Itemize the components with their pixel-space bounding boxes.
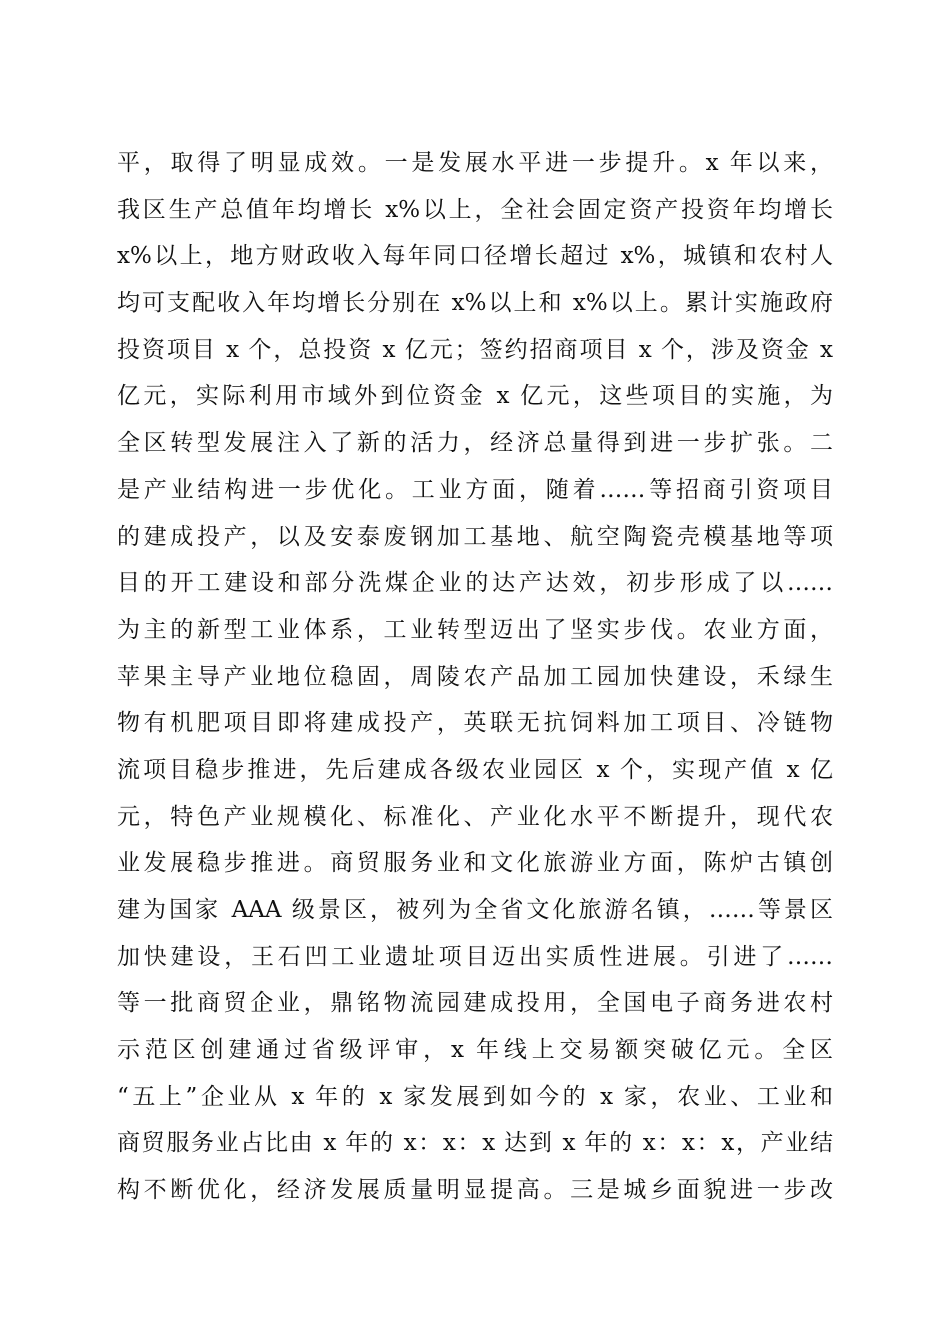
- text-line: 投资项目 x 个，总投资 x 亿元；签约招商项目 x 个，涉及资金 x: [117, 336, 833, 363]
- text-line: 加快建设，王石凹工业遗址项目迈出实质性进展。引进了……: [117, 943, 833, 970]
- body-paragraph: [117, 140, 833, 1214]
- text-line: 建为国家 AAA 级景区，被列为全省文化旅游名镇，……等景区: [117, 897, 833, 923]
- text-line: 元，特色产业规模化、标准化、产业化水平不断提升，现代农: [117, 803, 833, 830]
- text-line: 目的开工建设和部分洗煤企业的达产达效，初步形成了以……: [117, 570, 833, 597]
- text-line: 为主的新型工业体系，工业转型迈出了坚实步伐。农业方面，: [117, 616, 833, 643]
- text-line: 的建成投产，以及安泰废钢加工基地、航空陶瓷壳模基地等项: [117, 523, 833, 550]
- text-line: 均可支配收入年均增长分别在 x%以上和 x%以上。累计实施政府: [117, 290, 833, 317]
- text-line: 我区生产总值年均增长 x%以上，全社会固定资产投资年均增长: [117, 196, 833, 223]
- text-line: “五上”企业从 x 年的 x 家发展到如今的 x 家，农业、工业和: [117, 1083, 833, 1110]
- text-line: 流项目稳步推进，先后建成各级农业园区 x 个，实现产值 x 亿: [117, 756, 833, 783]
- text-line: 平，取得了明显成效。一是发展水平进一步提升。x 年以来，: [117, 150, 833, 176]
- text-line: 苹果主导产业地位稳固，周陵农产品加工园加快建设，禾绿生: [117, 663, 833, 690]
- text-line: 构不断优化，经济发展质量明显提高。三是城乡面貌进一步改: [117, 1177, 833, 1204]
- text-line: 是产业结构进一步优化。工业方面，随着……等招商引资项目: [117, 476, 833, 503]
- text-line: 示范区创建通过省级评审，x 年线上交易额突破亿元。全区: [117, 1037, 833, 1064]
- text-line: 业发展稳步推进。商贸服务业和文化旅游业方面，陈炉古镇创: [117, 850, 833, 877]
- text-line: x%以上，地方财政收入每年同口径增长超过 x%，城镇和农村人: [117, 243, 833, 270]
- text-line: 亿元，实际利用市域外到位资金 x 亿元，这些项目的实施，为: [117, 383, 833, 410]
- text-line: 物有机肥项目即将建成投产，英联无抗饲料加工项目、冷链物: [117, 710, 833, 737]
- text-line: 等一批商贸企业，鼎铭物流园建成投用，全国电子商务进农村: [117, 990, 833, 1017]
- text-line: 商贸服务业占比由 x 年的 x：x：x 达到 x 年的 x：x：x，产业结: [117, 1130, 833, 1157]
- text-line: 全区转型发展注入了新的活力，经济总量得到进一步扩张。二: [117, 430, 833, 457]
